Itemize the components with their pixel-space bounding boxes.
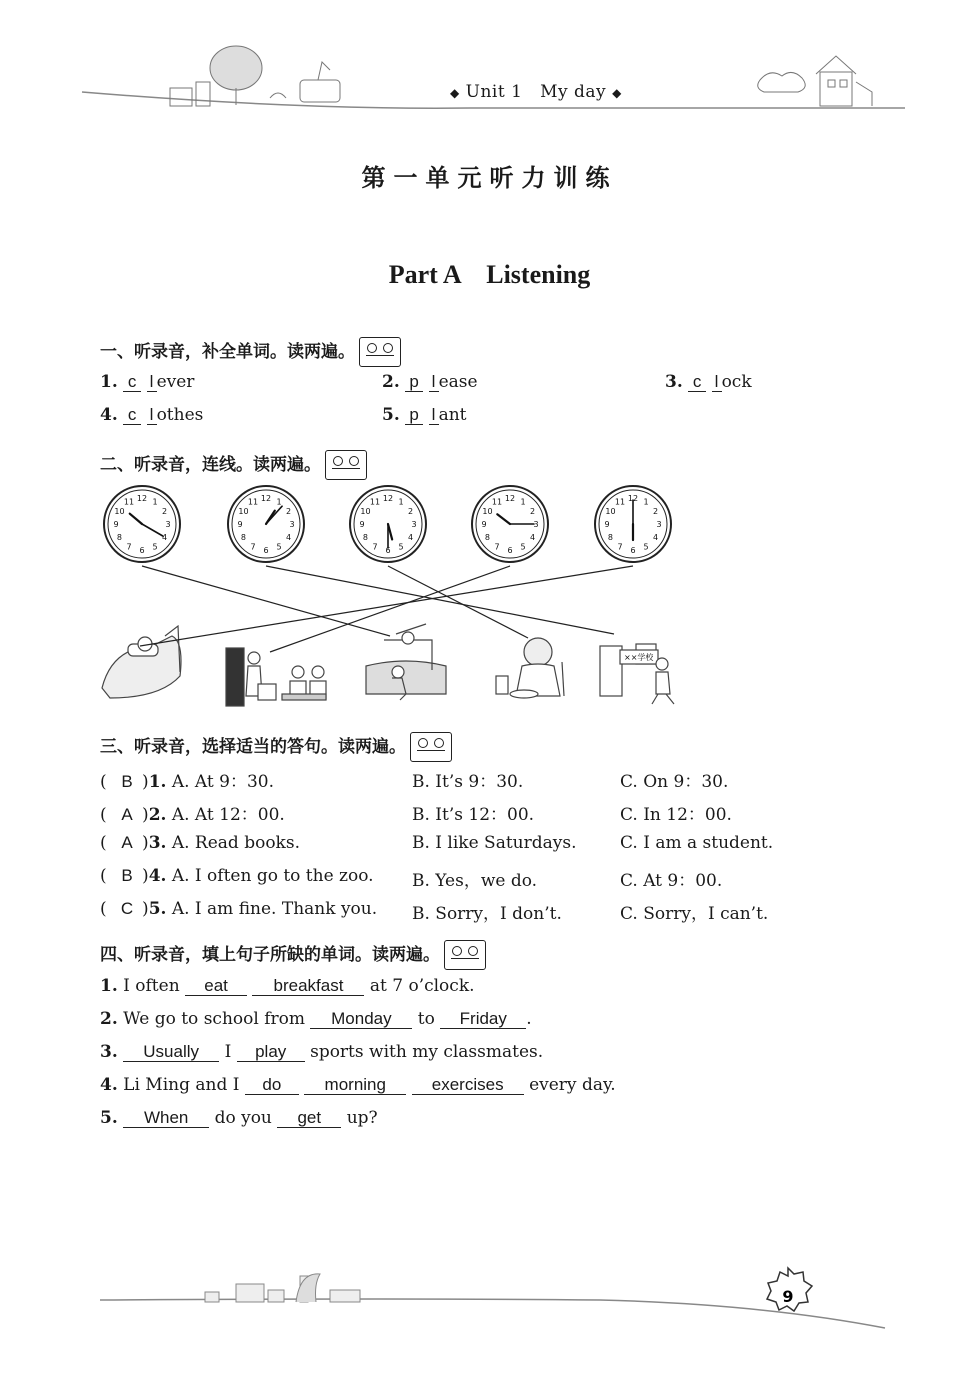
clock-number: 7 xyxy=(372,542,378,552)
s4-sentence-1: 1. I often eat breakfast at 7 o’clock. xyxy=(100,976,475,996)
clock-number: 1 xyxy=(276,497,282,507)
clock-number: 9 xyxy=(237,520,243,529)
answer-letter: c xyxy=(123,406,141,425)
clock-number: 10 xyxy=(238,507,249,516)
clock-number: 6 xyxy=(507,546,513,555)
s1-item-4: 4. c l othes xyxy=(100,405,204,425)
section3-heading xyxy=(100,732,452,762)
clock-number: 2 xyxy=(407,507,414,516)
clock-number: 3 xyxy=(165,520,171,529)
clock-number: 5 xyxy=(643,542,649,552)
s1-item-2: 2. p l ease xyxy=(382,372,478,392)
clock-number: 9 xyxy=(481,520,487,529)
answer-letter: c xyxy=(123,373,141,392)
fill-blank: eat xyxy=(185,977,247,996)
clock-number: 6 xyxy=(263,546,269,555)
clock-number: 1 xyxy=(398,497,404,507)
picture-class xyxy=(226,648,326,706)
s3-item-4: ( B )4. A. I often go to the zoo. xyxy=(100,866,374,886)
s3-option-b: B. Sorry，I don’t. xyxy=(412,904,562,924)
answer-choice: C xyxy=(120,899,134,918)
answer-choice: A xyxy=(121,805,133,824)
clock-number: 6 xyxy=(385,546,391,555)
clock-number: 11 xyxy=(614,497,626,507)
page-number: 9 xyxy=(782,1287,794,1306)
s3-option-c: C. In 12：00. xyxy=(620,805,732,825)
clock-number: 4 xyxy=(161,533,168,542)
fill-blank: When xyxy=(123,1109,209,1128)
clock-number: 12 xyxy=(627,494,639,503)
fill-blank: morning xyxy=(304,1076,406,1095)
s4-sentence-4: 4. Li Ming and I do morning exercises every day. xyxy=(100,1075,616,1095)
cassette-icon xyxy=(410,732,452,762)
s3-option-c: C. On 9：30. xyxy=(620,772,729,792)
s1-item-5: 5. p l ant xyxy=(382,405,467,425)
fill-blank: breakfast xyxy=(252,977,364,996)
cassette-icon xyxy=(444,940,486,970)
fill-blank: Monday xyxy=(310,1010,412,1029)
clock-number: 12 xyxy=(136,494,148,503)
clock-number: 11 xyxy=(123,497,135,507)
s3-option-c: C. Sorry，I can’t. xyxy=(620,904,769,924)
picture-sleeping xyxy=(102,626,181,698)
clock-number: 12 xyxy=(504,494,516,503)
section4-heading-text: 四、听录音，填上句子所缺的单词。读两遍。 xyxy=(100,945,440,965)
clock-number: 2 xyxy=(285,507,292,516)
unit-title: My day xyxy=(540,82,607,102)
running-header: ◆ Unit 1 My day ◆ xyxy=(450,82,622,102)
clock-number: 7 xyxy=(126,542,132,552)
clock-number: 2 xyxy=(652,507,659,516)
picture-playground xyxy=(366,624,446,700)
s3-option-b: B. It’s 9：30. xyxy=(412,772,524,792)
clock-number: 9 xyxy=(604,520,610,529)
clock-number: 8 xyxy=(116,533,123,542)
section1-heading-text: 一、听录音，补全单词。读两遍。 xyxy=(100,342,355,362)
unit-label: Unit 1 xyxy=(465,82,523,102)
section4-heading xyxy=(100,940,486,970)
match-line xyxy=(270,566,510,652)
match-line xyxy=(266,566,614,634)
section1-heading xyxy=(100,337,401,367)
clock-number: 7 xyxy=(250,542,256,552)
answer-letter: p xyxy=(405,373,423,392)
cassette-icon xyxy=(359,337,401,367)
matching-exercise xyxy=(0,476,979,716)
section3-heading-text: 三、听录音，选择适当的答句。读两遍。 xyxy=(100,737,406,757)
clock-number: 5 xyxy=(398,542,404,552)
picture-breakfast xyxy=(496,638,564,698)
clock-number: 1 xyxy=(643,497,649,507)
clock-number: 10 xyxy=(360,507,371,516)
fill-blank: Usually xyxy=(123,1043,219,1062)
clock-number: 8 xyxy=(240,533,247,542)
answer-letter: l xyxy=(147,373,157,392)
answer-letter: l xyxy=(429,373,439,392)
clock-number: 4 xyxy=(652,533,659,542)
answer-choice: B xyxy=(121,866,133,885)
clock-number: 3 xyxy=(656,520,662,529)
clock-number: 5 xyxy=(520,542,526,552)
answer-letter: l xyxy=(712,373,722,392)
answer-letter: p xyxy=(405,406,423,425)
answer-letter: l xyxy=(147,406,157,425)
clock-number: 9 xyxy=(113,520,119,529)
footer-decoration xyxy=(0,1260,979,1340)
fill-blank: Friday xyxy=(440,1010,526,1029)
clock-number: 5 xyxy=(276,542,282,552)
fill-blank: get xyxy=(277,1109,341,1128)
s3-option-b: B. Yes，we do. xyxy=(412,871,538,891)
clock-number: 10 xyxy=(114,507,125,516)
s3-item-1: ( B )1. A. At 9：30. xyxy=(100,772,274,792)
s3-item-2: ( A )2. A. At 12：00. xyxy=(100,805,285,825)
s3-option-b: B. It’s 12：00. xyxy=(412,805,535,825)
clock-number: 10 xyxy=(482,507,493,516)
s3-option-c: C. I am a student. xyxy=(620,833,774,853)
clock-number: 4 xyxy=(285,533,292,542)
clock-number: 12 xyxy=(260,494,272,503)
part-title: Part A Listening xyxy=(388,260,591,289)
clock-number: 2 xyxy=(161,507,168,516)
answer-letter: c xyxy=(688,373,706,392)
clock-number: 1 xyxy=(520,497,526,507)
clock-number: 7 xyxy=(617,542,623,552)
answer-choice: A xyxy=(121,833,133,852)
clock-number: 3 xyxy=(533,520,539,529)
s4-sentence-3: 3. Usually I play sports with my classmates. xyxy=(100,1042,544,1062)
clock-number: 11 xyxy=(247,497,259,507)
clock-number: 8 xyxy=(607,533,614,542)
clock-number: 3 xyxy=(411,520,417,529)
clock-number: 4 xyxy=(407,533,414,542)
section2-heading-text: 二、听录音，连线。读两遍。 xyxy=(100,455,321,475)
page-title: 第一单元听力训练 xyxy=(361,164,618,192)
clock-number: 4 xyxy=(529,533,536,542)
clock-number: 6 xyxy=(139,546,145,555)
clock-number: 3 xyxy=(289,520,295,529)
header-decoration xyxy=(0,0,979,125)
clock-number: 12 xyxy=(382,494,394,503)
s4-sentence-2: 2. We go to school from Monday to Friday . xyxy=(100,1009,532,1029)
answer-choice: B xyxy=(121,772,133,791)
answer-letter: l xyxy=(429,406,439,425)
fill-blank: play xyxy=(237,1043,305,1062)
s3-option-b: B. I like Saturdays. xyxy=(412,833,577,853)
clock-number: 1 xyxy=(152,497,158,507)
fill-blank: do xyxy=(245,1076,299,1095)
s4-sentence-5: 5. When do you get up? xyxy=(100,1108,378,1128)
s3-option-c: C. At 9：00. xyxy=(620,871,723,891)
fill-blank: exercises xyxy=(412,1076,524,1095)
s3-item-5: ( C )5. A. I am fine. Thank you. xyxy=(100,899,378,919)
school-sign: ××学校 xyxy=(624,653,654,662)
clock-number: 5 xyxy=(152,542,158,552)
clock-number: 10 xyxy=(605,507,616,516)
clock-number: 6 xyxy=(630,546,636,555)
clock-number: 8 xyxy=(362,533,369,542)
s3-item-3: ( A )3. A. Read books. xyxy=(100,833,300,853)
clock-number: 11 xyxy=(491,497,503,507)
clock-number: 2 xyxy=(529,507,536,516)
clock-number: 11 xyxy=(369,497,381,507)
clock-number: 7 xyxy=(494,542,500,552)
match-line xyxy=(140,566,633,646)
clock-number: 8 xyxy=(484,533,491,542)
clock-number: 9 xyxy=(359,520,365,529)
s1-item-1: 1. c l ever xyxy=(100,372,195,392)
s1-item-3: 3. c l ock xyxy=(665,372,752,392)
